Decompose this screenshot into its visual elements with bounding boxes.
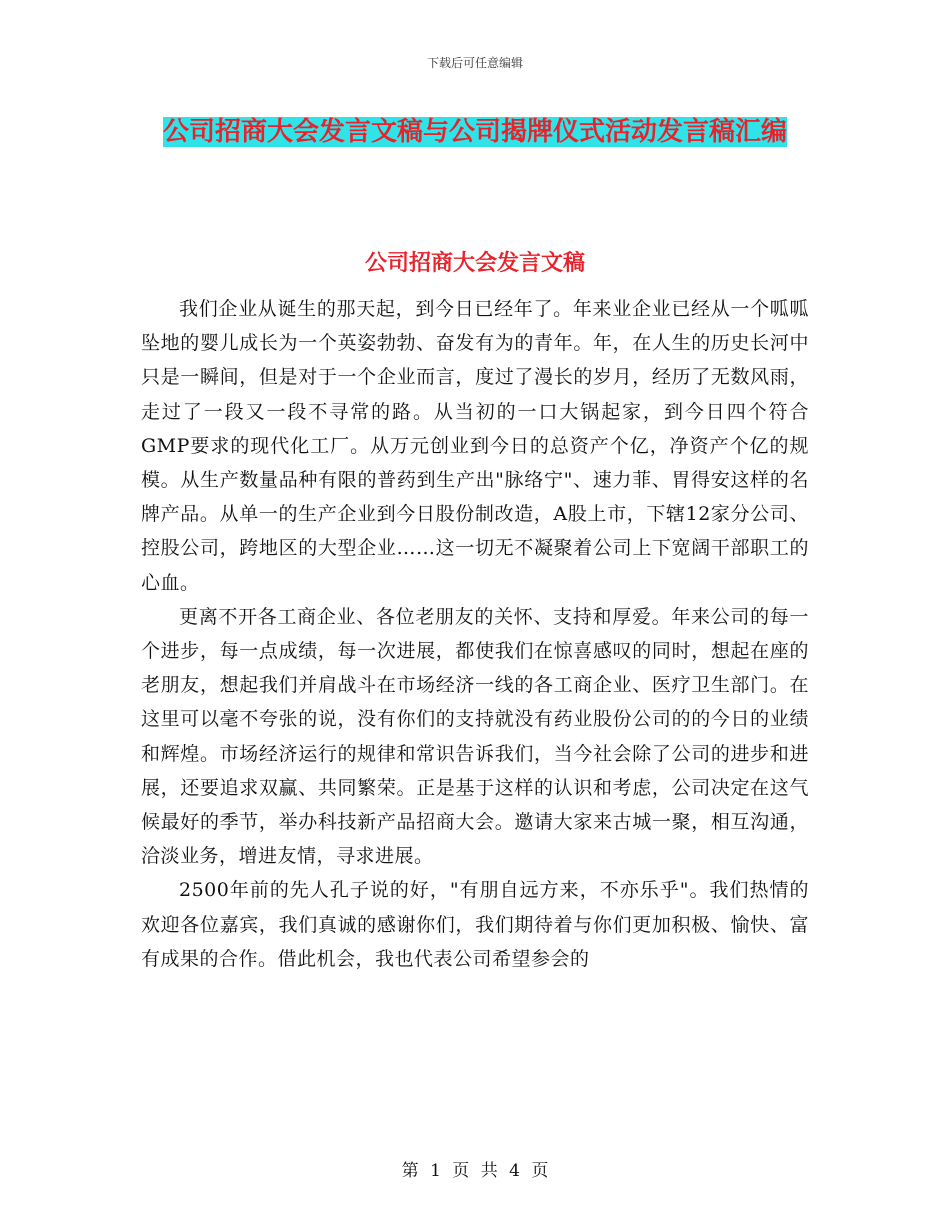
section-title: 公司招商大会发言文稿: [364, 251, 585, 276]
document-title-text: 公司招商大会发言文稿与公司揭牌仪式活动发言稿汇编: [162, 117, 787, 147]
paragraph-2: 更离不开各工商企业、各位老朋友的关怀、支持和厚爱。年来公司的每一个进步，每一点成绩，每一次进展，都使我们在惊喜感叹的同时，想起在座的老朋友，想起我们并肩战斗在市场经济一线的各工商企业、医疗卫生部门。在这里可以毫不夸张的说，没有你们的支持就没有药业股份公司的的今日的业绩和辉煌。市场经济运行的规律和常识告诉我们，当今社会除了公司的进步和进展，还要追求双赢、共同繁荣。正是基于这样的认识和考虑，公司决定在这气候最好的季节，举办科技新产品招商大会。邀请大家来古城一聚，相互沟通，洽淡业务，增进友情，寻求进展。: [141, 605, 809, 868]
document-body: [141, 292, 809, 976]
paragraph-1: 我们企业从诞生的那天起，到今日已经年了。年来业企业已经从一个呱呱坠地的婴儿成长为一个英姿勃勃、奋发有为的青年。年，在人生的历史长河中只是一瞬间，但是对于一个企业而言，度过了漫长的岁月，经历了无数风雨，走过了一段又一段不寻常的路。从当初的一口大锅起家，到今日四个符合GMP要求的现代化工厂。从万元创业到今日的总资产个亿，净资产个亿的规模。从生产数量品种有限的普药到生产出"脉络宁"、速力菲、胃得安这样的名牌产品。从单一的生产企业到今日股份制改造，A股上市，下辖12家分公司、控股公司，跨地区的大型企业……这一切无不凝聚着公司上下宽阔干部职工的心血。: [141, 298, 809, 594]
document-title: [140, 108, 810, 156]
page-footer-number: 第 1 页 共 4 页: [401, 1161, 549, 1181]
page-header-note: 下载后可任意编辑: [426, 56, 523, 70]
paragraph-3: 2500年前的先人孔子说的好，"有朋自远方来，不亦乐乎"。我们热情的欢迎各位嘉宾，我们真诚的感谢你们，我们期待着与你们更加积极、愉快、富有成果的合作。借此机会，我也代表公司希望参会的: [141, 879, 809, 970]
